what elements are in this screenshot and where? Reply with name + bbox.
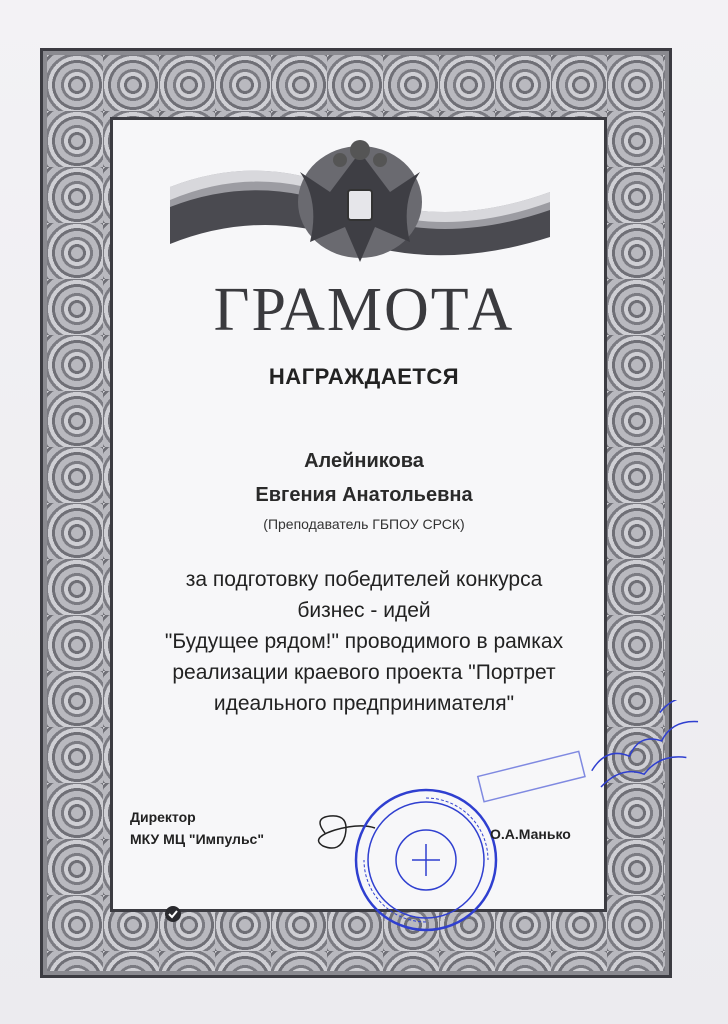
signer-name: О.А.Манько <box>490 826 571 842</box>
certificate-title: ГРАМОТА <box>213 276 515 344</box>
coat-of-arms-emblem <box>170 132 550 272</box>
award-reason-line: "Будущее рядом!" проводимого в рамках <box>164 630 564 653</box>
award-reason-line: бизнес - идей <box>297 599 431 622</box>
recipient-given-names: Евгения Анатольевна <box>255 484 473 506</box>
signer-role <box>130 806 264 850</box>
award-reason <box>120 564 608 719</box>
award-subtitle: НАГРАЖДАЕТСЯ <box>268 364 460 389</box>
award-reason-line: за подготовку победителей конкурса <box>185 568 543 591</box>
award-reason-line: идеального предпринимателя" <box>213 692 515 715</box>
signer-organization: МКУ МЦ "Импульс" <box>130 831 264 847</box>
recipient-position: (Преподаватель ГБПОУ СРСК) <box>263 516 465 532</box>
recipient-surname: Алейникова <box>304 450 424 472</box>
certified-copy-stamp <box>468 700 718 810</box>
gramotadel-logo <box>60 900 220 950</box>
signer-title: Директор <box>130 809 196 825</box>
award-reason-line: реализации краевого проекта "Портрет <box>172 661 556 684</box>
